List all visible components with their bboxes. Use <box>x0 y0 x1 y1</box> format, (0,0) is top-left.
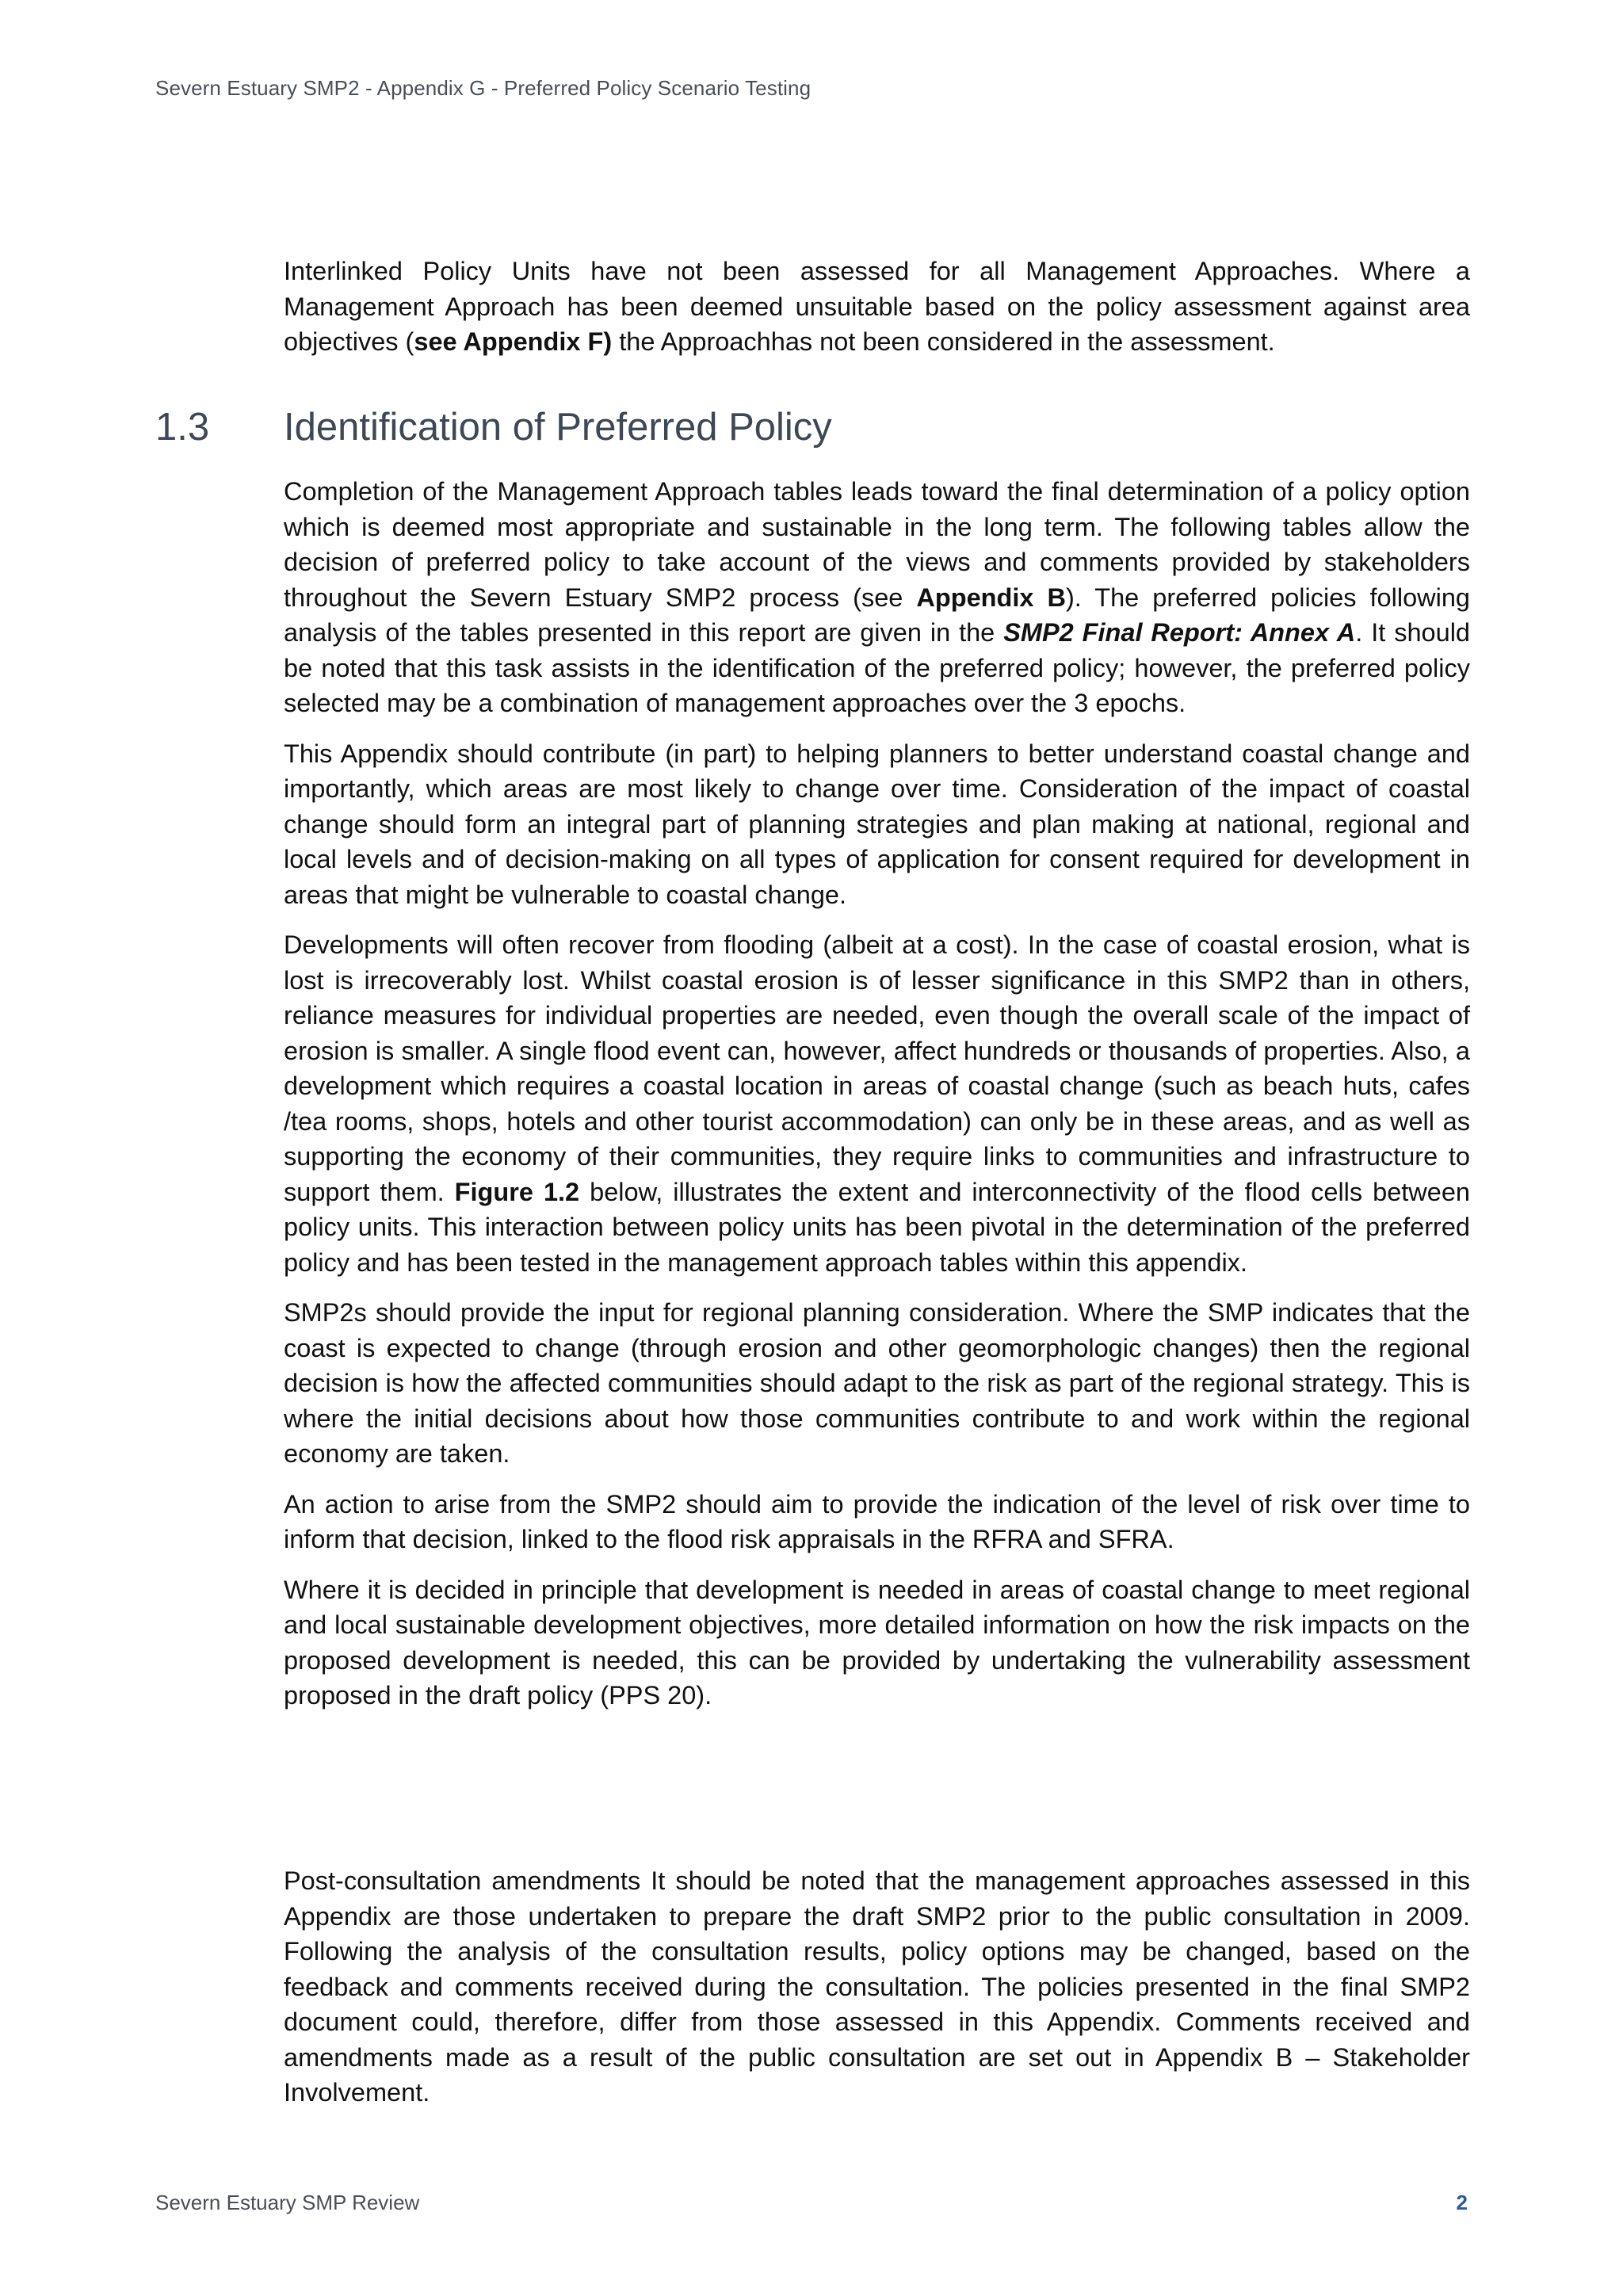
paragraph-action: An action to arise from the SMP2 should aim to provide the indication of the level of risk over time to inform that decision, linked to the flood risk appraisals in the RFRA and SFRA. <box>284 1489 1470 1553</box>
figure-1-2-ref: Figure 1.2 <box>454 1177 580 1206</box>
section-title: Identification of Preferred Policy <box>284 406 832 449</box>
paragraph-planners: This Appendix should contribute (in part) to helping planners to better understand coastal change and importantly, which areas are most likely to change over time. Consideration of the impact of coastal change should form an integral part of planning strategies and plan making at national, regional and local levels and of decision-making on all types of application for consent required for development in areas that might be vulnerable to coastal change. <box>284 739 1470 909</box>
section-number: 1.3 <box>155 406 210 449</box>
paragraph-principle: Where it is decided in principle that development is needed in areas of coastal change to meet regional and local sustainable development objectives, more detailed information on how the risk impacts on the proposed development is needed, this can be provided by undertaking the vulnerability assessment proposed in the draft policy (PPS 20). <box>284 1575 1470 1710</box>
intro-appendix-f-ref: see Appendix F) <box>414 327 613 356</box>
page-number: 2 <box>1456 2191 1468 2214</box>
page-footer <box>155 2191 1471 2215</box>
intro-text-1: Interlinked Policy Units have not been assessed for all Management Approaches. Where a Management Approach has been deemed unsuitable based on the policy assessment against area objectives ( <box>284 257 1470 356</box>
section-body <box>284 474 1470 1729</box>
appendix-b-ref: Appendix B <box>916 583 1066 612</box>
running-header: Severn Estuary SMP2 - Appendix G - Preferred Policy Scenario Testing <box>155 76 812 100</box>
paragraph-post-consultation: Post-consultation amendments It should be noted that the management approaches assessed in this Appendix are those undertaken to prepare the draft SMP2 prior to the public consultation in 2009. Following the analysis of the consultation results, policy options may be changed, based on the feedback and comments received during the consultation. The policies presented in the final SMP2 document could, therefore, differ from those assessed in this Appendix. Comments received and amendments made as a result of the public consultation are set out in Appendix B – Stakeholder Involvement. <box>284 1866 1470 2107</box>
p3-text-1: Developments will often recover from flooding (albeit at a cost). In the case of coastal erosion, what is lost is irrecoverably lost. Whilst coastal erosion is of lesser significance in this SMP2 than in others, reliance measures for individual properties are needed, even though the overall scale of the impact of erosion is smaller. A single flood event can, however, affect hundreds or thousands of properties. Also, a development which requires a coastal location in areas of coastal change (such as beach huts, cafes /tea rooms, shops, hotels and other tourist accommodation) can only be in these areas, and as well as supporting the economy of their communities, they require links to communities and infrastructure to support them. <box>284 930 1470 1206</box>
footer-title: Severn Estuary SMP Review <box>155 2191 420 2214</box>
p1-text-1: Completion of the Management Approach tables leads toward the final determination of a policy option which is deemed most appropriate and sustainable in the long term. The following tables allow the decision of preferred policy to take account of the views and comments provided by stakeholders throughout the Severn Estuary SMP2 process (see <box>284 477 1470 612</box>
post-consultation-paragraph <box>284 1863 1470 2111</box>
p1-text-2: ). The preferred policies following analysis of the tables presented in this report are given in the <box>284 583 1470 647</box>
intro-text-2: the Approachhas not been considered in the assessment. <box>612 327 1275 356</box>
paragraph-smp2s: SMP2s should provide the input for regional planning consideration. Where the SMP indicates that the coast is expected to change (through erosion and other geomorphologic changes) then the regional decision is how the affected communities should adapt to the risk as part of the regional strategy. This is where the initial decisions about how those communities contribute to and work within the regional economy are taken. <box>284 1298 1470 1468</box>
p1-text-3: . It should be noted that this task assists in the identification of the preferred policy; however, the preferred policy selected may be a combination of management approaches over the 3 epochs. <box>284 618 1470 717</box>
annex-a-ref: SMP2 Final Report: Annex A <box>1003 618 1356 647</box>
p3-text-2: below, illustrates the extent and interconnectivity of the flood cells between policy units. This interaction between policy units has been pivotal in the determination of the preferred policy and has been tested in the management approach tables within this appendix. <box>284 1177 1470 1277</box>
intro-paragraph <box>284 254 1470 360</box>
paragraph-developments <box>284 927 1470 1280</box>
paragraph-completion <box>284 474 1470 721</box>
